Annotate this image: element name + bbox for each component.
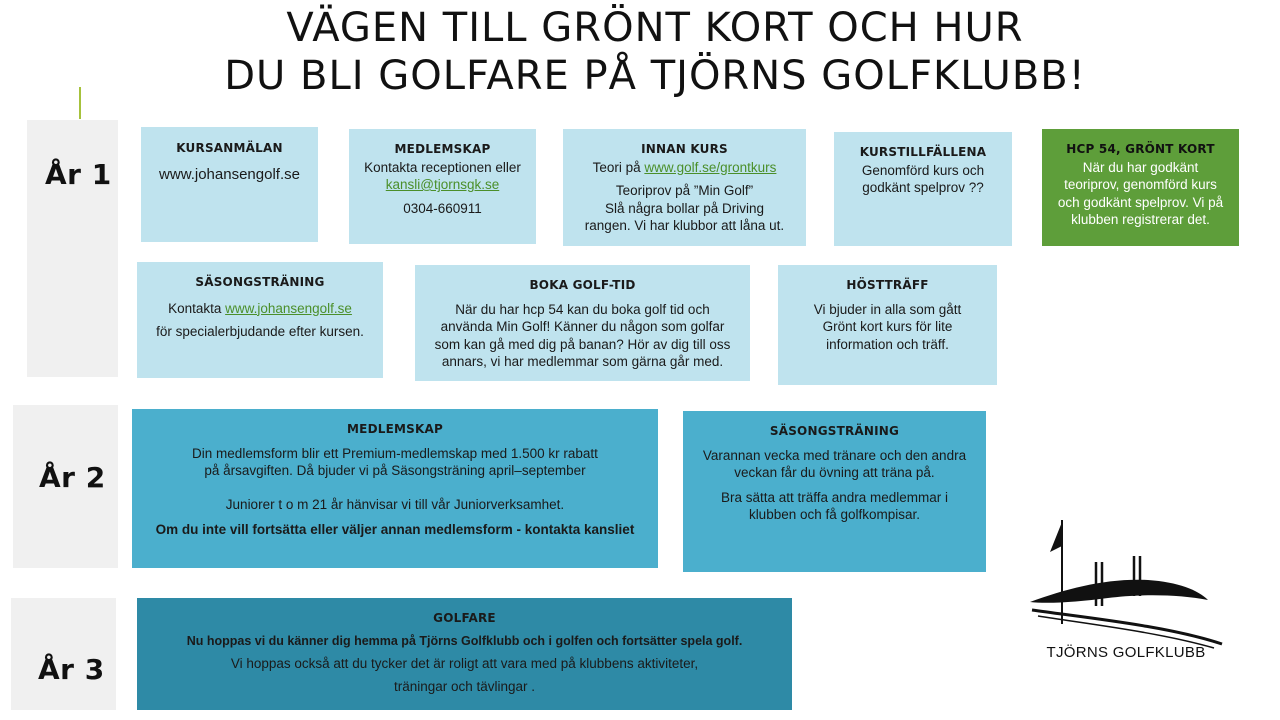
boka-line-4: annars, vi har medlemmar som gärna går med. — [441, 354, 724, 369]
boka-golf-tid-box — [415, 265, 750, 381]
medlemskap-box-year1 — [349, 129, 536, 244]
hosttraff-box — [778, 265, 997, 385]
innan-kurs-heading: INNAN KURS — [641, 142, 728, 156]
sasongstraning-heading: SÄSONGSTRÄNING — [195, 275, 325, 289]
title-line-1: VÄGEN TILL GRÖNT KORT OCH HUR — [286, 5, 1024, 51]
year-1-label: År 1 — [45, 158, 112, 191]
kansli-email-link[interactable]: kansli@tjornsgk.se — [385, 177, 500, 192]
medlemskap-box-year2 — [132, 409, 658, 568]
specialerbjudande-text: för specialerbjudande efter kursen. — [156, 324, 364, 339]
teoriprov-text: Teoriprov på ”Min Golf” — [615, 183, 754, 198]
boka-line-3: som kan gå med dig på banan? Hör av dig till oss — [434, 336, 731, 352]
junior-text: Juniorer t o m 21 år hänvisar vi till vår Juniorverksamhet. — [225, 496, 565, 512]
theory-prefix: Teori på — [592, 159, 645, 175]
sasong2-line-1: Varannan vecka med tränare och den andra — [702, 447, 967, 463]
kurstillfallena-heading: KURSTILLFÄLLENA — [859, 145, 987, 159]
sasong2-line-4: klubben och få golfkompisar. — [748, 507, 921, 522]
sasongstraning-box-year1 — [137, 262, 383, 378]
sasong2-line-3: Bra sätta att träffa andra medlemmar i — [720, 489, 949, 505]
golfare-line-2: Vi hoppas också att du tycker det är roligt att vara med på klubbens aktiviteter, — [230, 656, 699, 671]
accent-divider — [79, 87, 81, 119]
driving-range-text-2: rangen. Vi har klubbor att låna ut. — [584, 218, 785, 233]
innan-kurs-box — [563, 129, 806, 246]
grontkurs-link[interactable]: www.golf.se/grontkurs — [644, 159, 777, 175]
medlemskap-year2-line-1: Din medlemsform blir ett Premium-medlemskap med 1.500 kr rabatt — [192, 445, 598, 461]
kurstillfallena-box — [834, 132, 1012, 246]
hcp-gront-kort-box — [1042, 129, 1239, 246]
sasongstraning-box-year2 — [683, 411, 986, 572]
medlemskap-year2-heading: MEDLEMSKAP — [347, 422, 443, 436]
sasong2-line-2: veckan får du övning att träna på. — [734, 465, 935, 480]
hosttraff-line-2: Grönt kort kurs för lite — [822, 319, 953, 334]
boka-golf-tid-heading: BOKA GOLF-TID — [529, 278, 636, 292]
golfare-box — [137, 598, 792, 710]
title-line-2: DU BLI GOLFARE PÅ TJÖRNS GOLFKLUBB! — [224, 53, 1086, 99]
year-3-label: År 3 — [38, 653, 105, 686]
kontakta-kansliet-text: Om du inte vill fortsätta eller väljer annan medlemsform - kontakta kansliet — [155, 522, 635, 537]
golfare-line-3: träningar och tävlingar . — [393, 678, 536, 694]
medlemskap-year2-line-2: på årsavgiften. Då bjuder vi på Säsongsträning april–september — [204, 463, 586, 478]
medlemskap-heading: MEDLEMSKAP — [394, 142, 491, 156]
kursanmalan-box — [141, 127, 318, 242]
boka-line-2: använda Min Golf! Känner du någon som golfar — [440, 319, 725, 334]
hcp-line-4: klubben registrerar det. — [1071, 212, 1210, 227]
hosttraff-line-1: Vi bjuder in alla som gått — [813, 301, 962, 317]
driving-range-text-1: Slå några bollar på Driving — [604, 200, 765, 216]
hcp-line-1: När du har godkänt — [1082, 159, 1199, 175]
hcp-heading: HCP 54, GRÖNT KORT — [1066, 142, 1215, 156]
hosttraff-heading: HÖSTTRÄFF — [846, 278, 929, 292]
golfare-heading: GOLFARE — [433, 611, 496, 625]
page-title — [150, 4, 1160, 100]
golfare-line-1: Nu hoppas vi du känner dig hemma på Tjörns Golfklubb och i golfen och fortsätter spela golf. — [186, 633, 743, 648]
kursanmalan-heading: KURSANMÄLAN — [176, 141, 283, 155]
kurstillfallena-line-1: Genomförd kurs och — [861, 162, 985, 178]
hcp-line-3: och godkänt spelprov. Vi på — [1057, 194, 1224, 210]
kursanmalan-url[interactable]: www.johansengolf.se — [159, 165, 300, 183]
logo-text: TJÖRNS GOLFKLUBB — [1046, 644, 1206, 661]
johansengolf-link[interactable]: www.johansengolf.se — [225, 300, 352, 316]
hcp-line-2: teoriprov, genomförd kurs — [1064, 177, 1217, 192]
sasongstraning-year2-heading: SÄSONGSTRÄNING — [769, 424, 900, 438]
hosttraff-line-3: information och träff. — [826, 336, 949, 352]
medlemskap-contact-text: Kontakta receptionen eller — [364, 159, 521, 175]
year-2-label: År 2 — [39, 461, 106, 494]
kurstillfallena-line-2: godkänt spelprov ?? — [862, 180, 984, 195]
boka-line-1: När du har hcp 54 kan du boka golf tid och — [455, 301, 710, 317]
sasong-contact-prefix: Kontakta — [168, 300, 226, 316]
phone-number: 0304-660911 — [403, 200, 482, 216]
